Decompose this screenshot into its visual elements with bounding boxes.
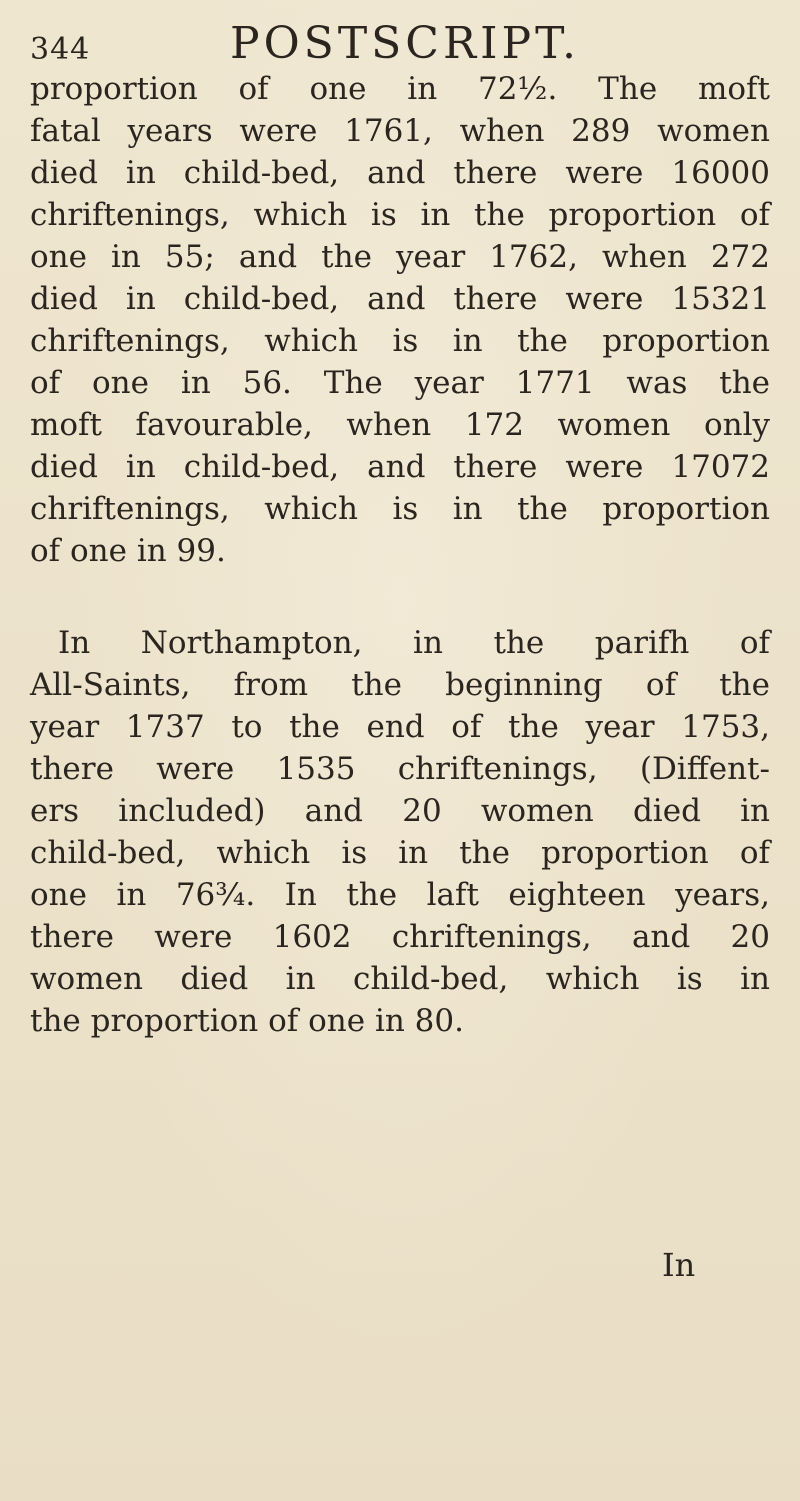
text-line: moft favourable, when 172 women only: [30, 407, 770, 443]
text-line: year 1737 to the end of the year 1753,: [30, 709, 770, 745]
page-number: 344: [30, 32, 91, 67]
text-line: fatal years were 1761, when 289 women: [30, 113, 770, 149]
text-line: the proportion of one in 80.: [30, 1003, 464, 1039]
text-line: chriftenings, which is in the proportion of: [30, 197, 770, 233]
text-line: there were 1535 chriftenings, (Diffent-: [30, 751, 770, 787]
text-line: chriftenings, which is in the proportion: [30, 323, 770, 359]
page-body: [30, 68, 770, 1042]
text-line: of one in 56. The year 1771 was the: [30, 365, 770, 401]
text-line: one in 76¾. In the laft eighteen years,: [30, 877, 770, 913]
page-header: [30, 10, 770, 70]
text-line: proportion of one in 72½. The moft: [30, 71, 770, 107]
text-line: there were 1602 chriftenings, and 20: [30, 919, 770, 955]
running-head: POSTSCRIPT.: [230, 18, 580, 69]
text-line: ers included) and 20 women died in: [30, 793, 770, 829]
text-line: died in child-bed, and there were 16000: [30, 155, 770, 191]
text-line: chriftenings, which is in the proportion: [30, 491, 770, 527]
text-line: died in child-bed, and there were 15321: [30, 281, 770, 317]
text-line: child-bed, which is in the proportion of: [30, 835, 770, 871]
paragraph-2: [30, 622, 770, 1042]
text-line: died in child-bed, and there were 17072: [30, 449, 770, 485]
text-line: In Northampton, in the parifh of: [58, 625, 770, 661]
paragraph-1: [30, 68, 770, 572]
text-line: of one in 99.: [30, 533, 226, 569]
text-line: All-Saints, from the beginning of the: [30, 667, 770, 703]
text-line: women died in child-bed, which is in: [30, 961, 770, 997]
catchword: In: [662, 1246, 696, 1284]
text-line: one in 55; and the year 1762, when 272: [30, 239, 770, 275]
